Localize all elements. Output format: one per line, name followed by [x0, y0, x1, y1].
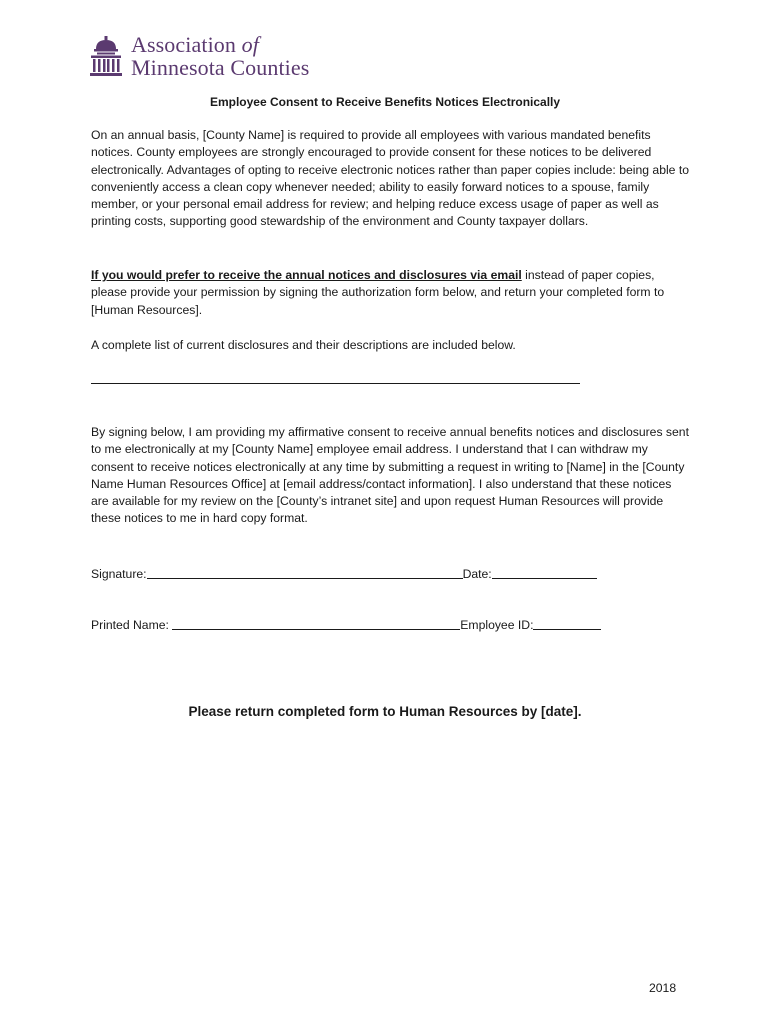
signature-field[interactable] [147, 565, 463, 579]
capitol-building-icon [90, 36, 122, 80]
consent-paragraph: By signing below, I am providing my affirmative consent to receive annual benefits notices and disclosures sent to me electronically at my [County Name] employee email address. I understand that I can withdraw my consent to receive notices electronically at any time by submitting a request in writing to [Name] in the [County Name Human Resources Office] at [email address/contact information]. I also understand that these notices are available for my review on the [County’s intranet site] and upon request Human Resources will provide these notices to me in hard copy format. [91, 425, 689, 526]
printed-name-field[interactable] [172, 616, 460, 630]
logo-name-line1: Association [131, 32, 236, 57]
logo-name-line2: Minnesota Counties [131, 55, 310, 80]
date-label: Date: [462, 567, 492, 581]
logo-name-of: of [241, 32, 259, 57]
email-preference-paragraph [91, 267, 691, 319]
printed-name-row [91, 614, 601, 632]
signature-row [91, 563, 597, 581]
email-preference-text: instead of paper copies, please provide your permission by signing the authorization form below, and return your completed form to [Human Resources]. [91, 268, 665, 317]
organization-name [131, 34, 309, 79]
document-title: Employee Consent to Receive Benefits Notices Electronically [209, 95, 561, 109]
date-field[interactable] [492, 565, 597, 579]
section-divider [91, 383, 580, 384]
email-preference-emphasis: If you would prefer to receive the annual notices and disclosures via email [91, 268, 522, 282]
return-instruction: Please return completed form to Human Resources by [date]. [188, 704, 582, 719]
intro-paragraph: On an annual basis, [County Name] is required to provide all employees with various mandated benefits notices. County employees are strongly encouraged to provide consent for these notices to be delivered electronically. Advantages of opting to receive electronic notices rather than paper copies include: being able to conveniently access a clean copy whenever needed; ability to easily forward notices to a spouse, family member, or your personal email address for review; and helping reduce excess usage of paper as well as printing costs, supporting good stewardship of the environment and County taxpayer dollars. [91, 128, 690, 229]
printed-name-label: Printed Name: [91, 618, 173, 632]
signature-label: Signature: [91, 567, 147, 581]
employee-id-label: Employee ID: [460, 618, 534, 632]
employee-id-field[interactable] [533, 616, 601, 630]
organization-logo [90, 34, 309, 80]
document-year: 2018 [649, 981, 677, 995]
disclosures-paragraph: A complete list of current disclosures and their descriptions are included below. [91, 338, 516, 352]
